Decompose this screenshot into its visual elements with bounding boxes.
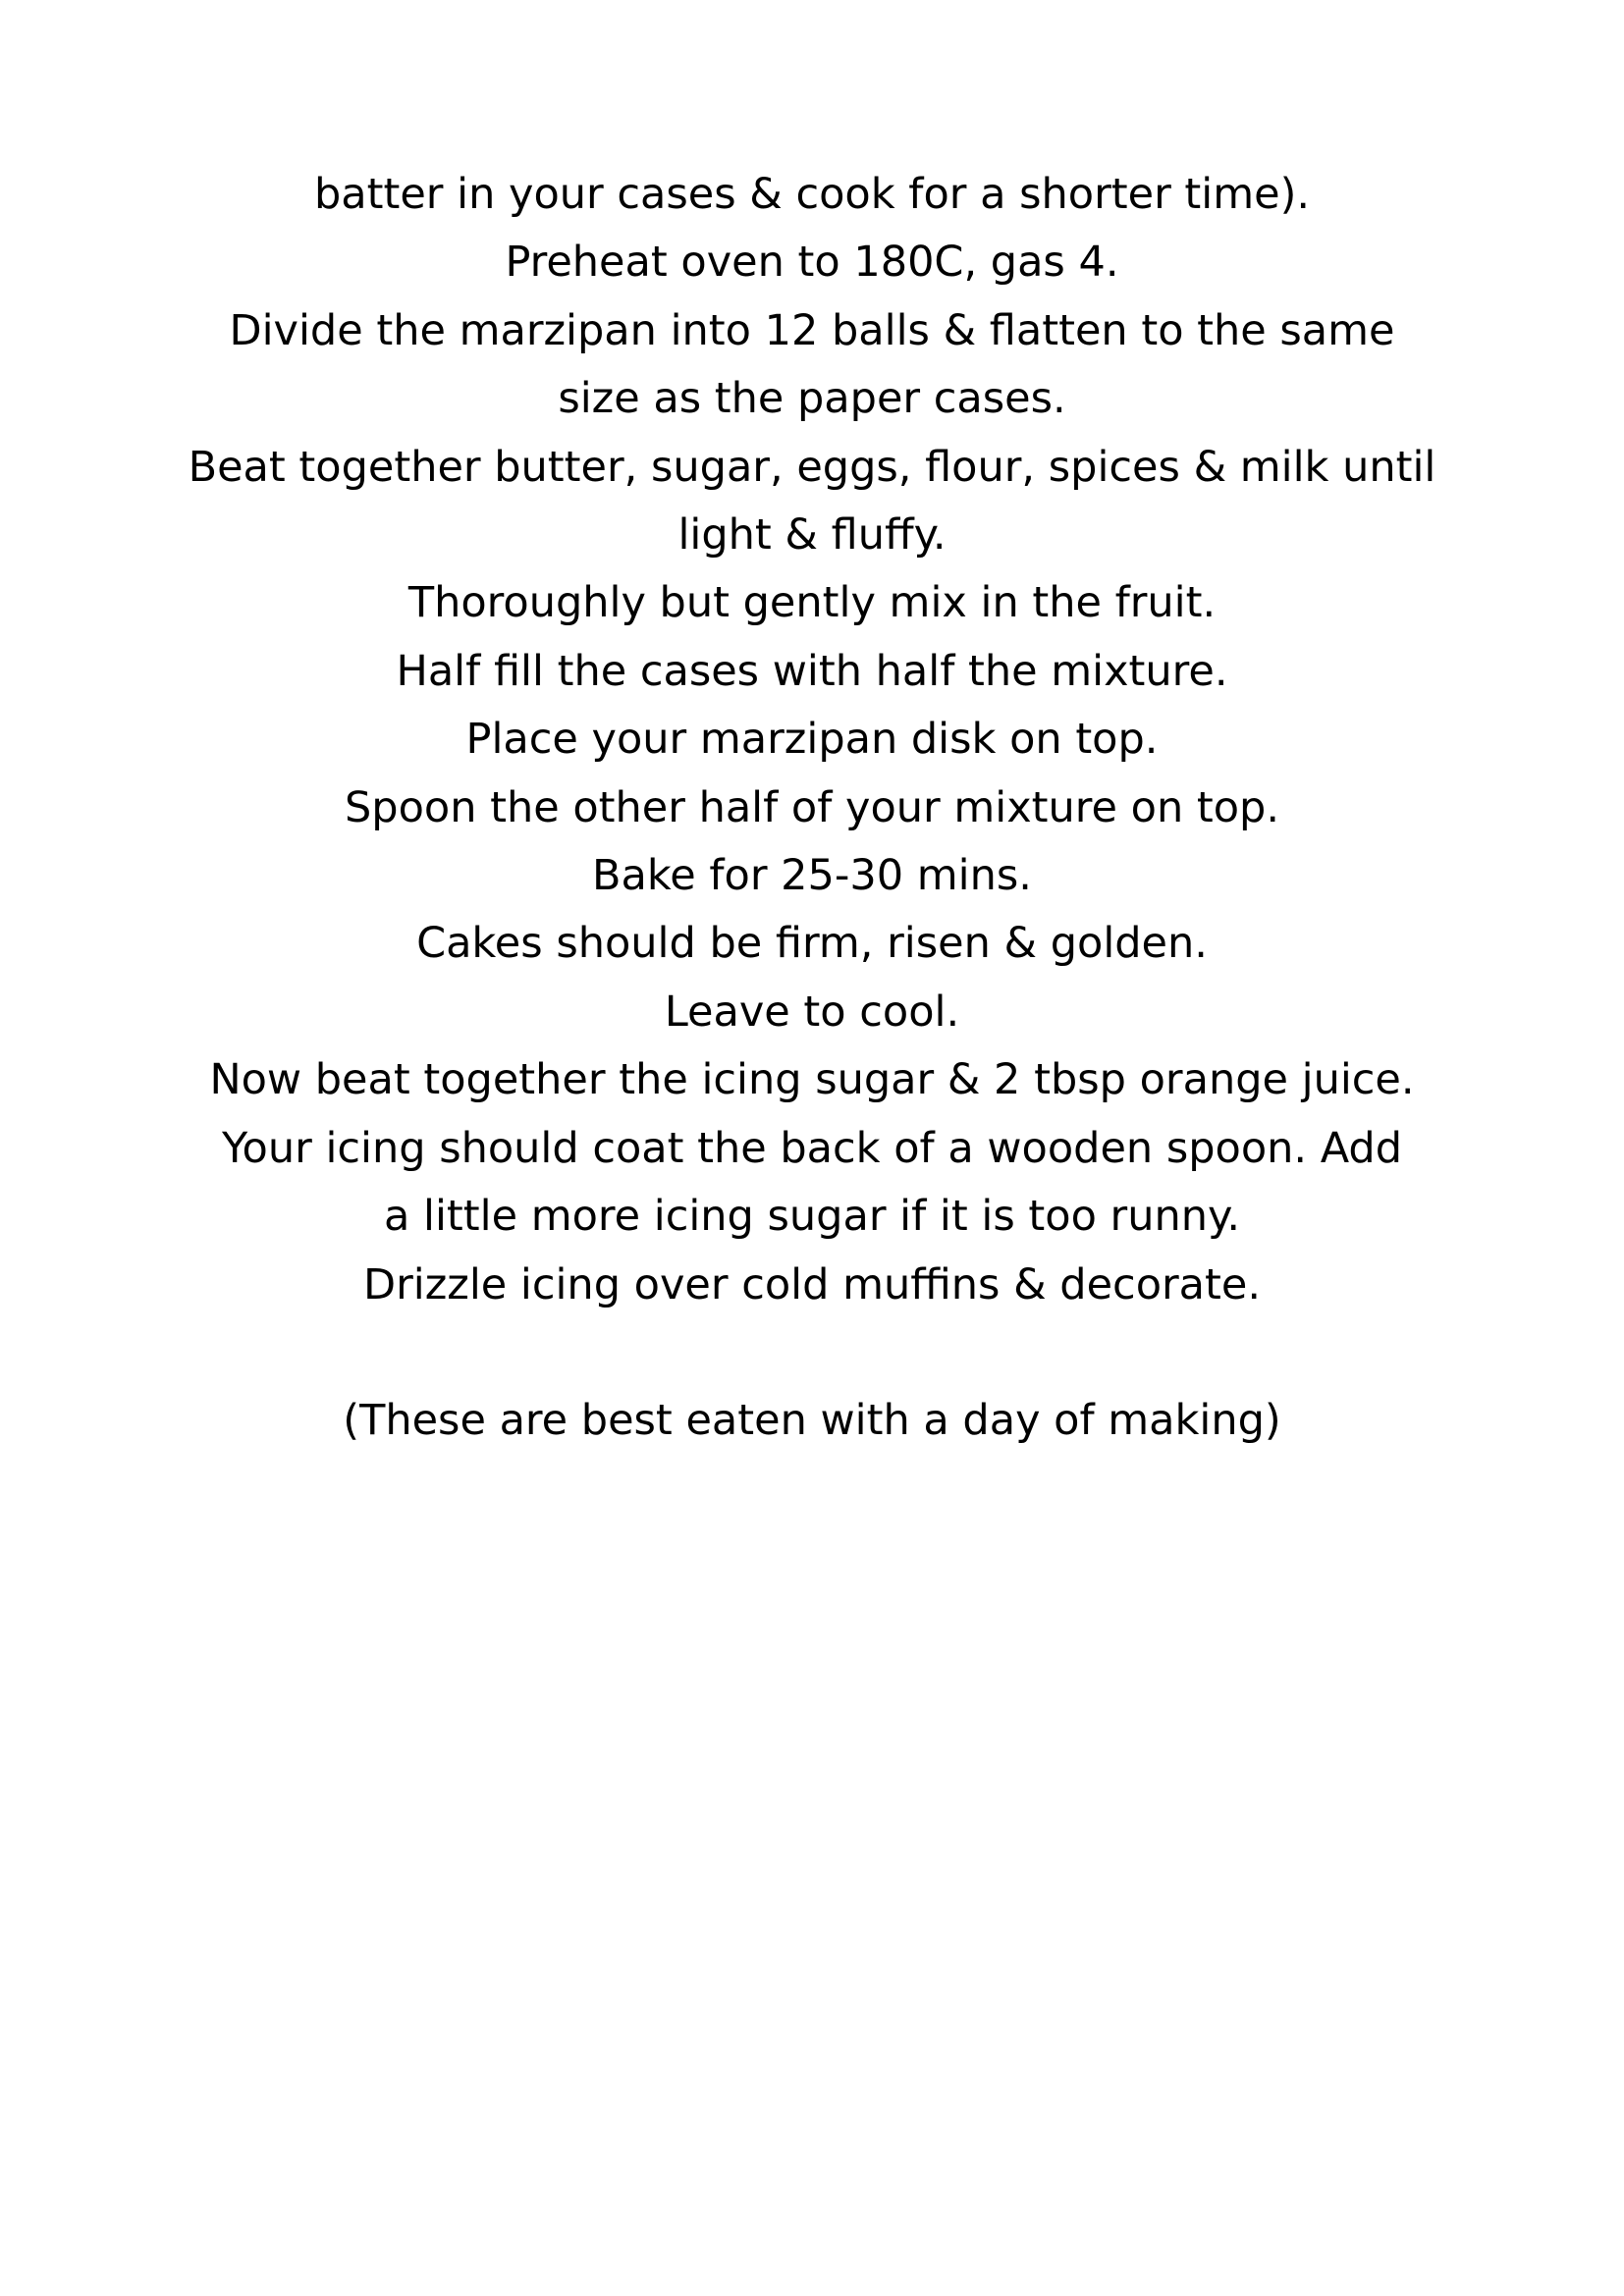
- serving-note: (These are best eaten with a day of making): [343, 1396, 1281, 1446]
- method-line-preheat: Preheat oven to 180C, gas 4.: [505, 238, 1119, 288]
- method-line-cool: Leave to cool.: [664, 987, 960, 1037]
- method-line-bake: Bake for 25-30 mins.: [592, 851, 1032, 901]
- recipe-method-text: [118, 161, 1506, 1456]
- method-line-half-fill: Half fill the cases with half the mixture.: [396, 646, 1228, 696]
- method-line-cakes: Cakes should be firm, risen & golden.: [416, 919, 1208, 969]
- paragraph-spacer: [118, 1319, 1506, 1387]
- method-line-fluffy: light & fluffy.: [677, 510, 947, 561]
- method-line-divide: Divide the marzipan into 12 balls & flatten to the same: [229, 305, 1395, 355]
- method-line-fruit: Thoroughly but gently mix in the fruit.: [407, 578, 1217, 628]
- method-line-size: size as the paper cases.: [558, 374, 1066, 424]
- method-line-batter: batter in your cases & cook for a shorter time).: [313, 170, 1311, 219]
- method-line-coat: Your icing should coat the back of a wooden spoon. Add: [221, 1123, 1402, 1173]
- method-line-icing: Now beat together the icing sugar & 2 tbsp orange juice.: [209, 1055, 1415, 1105]
- method-line-drizzle: Drizzle icing over cold muffins & decorate.: [362, 1259, 1262, 1309]
- method-line-marzipan-disk: Place your marzipan disk on top.: [465, 715, 1159, 765]
- method-line-spoon: Spoon the other half of your mixture on top.: [344, 782, 1280, 832]
- method-line-beat: Beat together butter, sugar, eggs, flour, spices & milk until: [188, 442, 1436, 492]
- method-line-runny: a little more icing sugar if it is too runny.: [384, 1192, 1240, 1242]
